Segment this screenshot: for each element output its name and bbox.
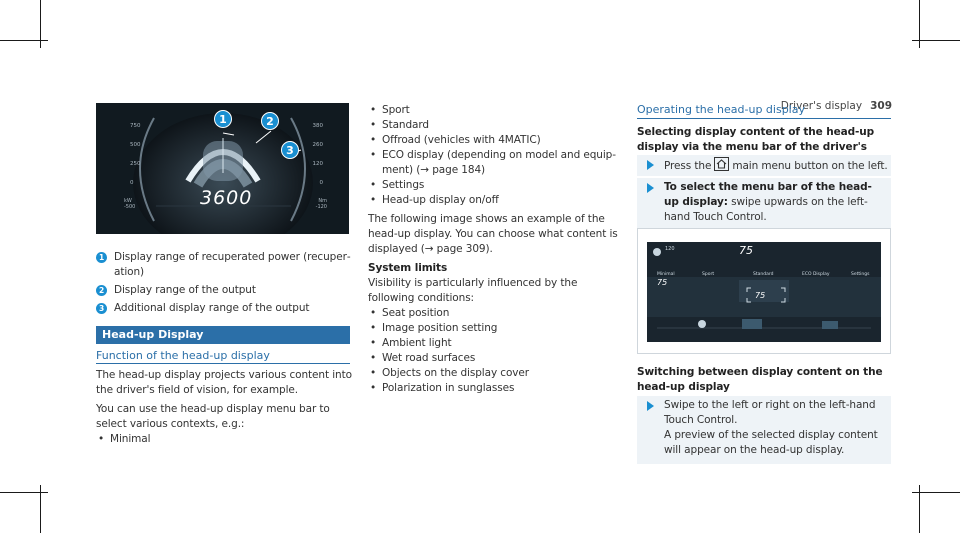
list-item: • Head-up display on/off [368, 193, 626, 208]
step-arrow-icon [647, 401, 654, 411]
middle-column [368, 103, 626, 396]
right-unit-block [316, 198, 327, 210]
left-scale [130, 117, 141, 193]
right-scale [313, 117, 324, 193]
step-swipe [637, 396, 891, 464]
hud-left-speed: 75 [657, 278, 668, 287]
callout-1: 1 [214, 110, 232, 128]
subsection-rule [96, 363, 350, 364]
crop-mark [0, 492, 48, 493]
caption-item [96, 250, 354, 280]
paragraph: The following image shows an example of the head-up display. You can choose what content is displayed (→ page 309). [368, 213, 618, 255]
hud-menu-settings: Settings [851, 272, 870, 277]
left-scale-tick: 250 [130, 161, 141, 167]
hud-center-speed: 75 [755, 291, 766, 300]
system-limits-title: System limits [368, 262, 448, 274]
step-arrow-icon [647, 183, 654, 193]
caption-text: Display range of the output [114, 284, 256, 296]
context-list [96, 432, 354, 447]
hud-figure [637, 228, 891, 354]
left-scale-tick: 0 [130, 180, 134, 186]
list-item: • ECO display (depending on model and equipment) (→ page 184) [368, 148, 626, 178]
list-item: • Image position setting [368, 321, 626, 336]
step-text: swipe upwards on the left-hand Touch Control. [664, 196, 868, 223]
right-scale-tick: 260 [312, 142, 323, 148]
right-unit: Nm [318, 198, 327, 204]
step-text: Swipe to the left or right on the left-hand Touch Control. [664, 399, 876, 426]
procedure-title: Selecting display content of the head-up display via the menu bar of the driver's [637, 126, 875, 153]
subsection-title: Function of the head-up display [96, 349, 270, 362]
hud-menu-standard: Standard [753, 272, 774, 277]
crop-mark [0, 40, 48, 41]
context-list-continued [368, 103, 626, 208]
hud-image [647, 242, 881, 342]
step-text: Press the [664, 160, 712, 172]
left-unit: kW [124, 198, 132, 204]
conditions-list [368, 306, 626, 396]
left-unit-block [124, 198, 135, 210]
home-icon [714, 157, 729, 171]
list-item: • Offroad (vehicles with 4MATIC) [368, 133, 626, 148]
hud-menu-minimal: Minimal [657, 272, 675, 277]
caption-number: 1 [96, 252, 107, 263]
list-item: • Ambient light [368, 336, 626, 351]
figure-captions [96, 250, 354, 319]
procedure-title: Switching between display content on the head-up display [637, 366, 883, 393]
step-press-home [637, 155, 891, 176]
caption-number: 3 [96, 303, 107, 314]
right-scale-tick: 380 [312, 123, 323, 129]
list-item: • Seat position [368, 306, 626, 321]
list-item: • Minimal [96, 432, 354, 447]
right-scale-tick: 0 [319, 180, 323, 186]
page-number: 309 [870, 100, 892, 112]
list-item: • Polarization in sunglasses [368, 381, 626, 396]
step-arrow-icon [647, 160, 654, 170]
step-result: A preview of the selected display content will appear on the head-up display. [664, 429, 878, 456]
step-label: To select the menu bar of the head-up display: [664, 181, 872, 208]
caption-item [96, 283, 354, 298]
callout-3: 3 [281, 141, 299, 159]
left-scale-tick: 500 [130, 142, 141, 148]
paragraph: The head-up display projects various content into the driver's field of vision, for example. [96, 369, 352, 396]
list-item: • Wet road surfaces [368, 351, 626, 366]
list-item: • Objects on the display cover [368, 366, 626, 381]
list-item: • Standard [368, 118, 626, 133]
left-scale-tick: -500 [124, 204, 136, 210]
step-select-menu-bar [637, 178, 891, 229]
hud-menu-sport: Sport [702, 272, 715, 277]
section-rule [637, 118, 891, 119]
list-item: • Sport [368, 103, 626, 118]
paragraph: You can use the head-up display menu bar to select various contexts, e.g.: [96, 403, 330, 430]
section-title-bar: Head-up Display [96, 326, 350, 344]
paragraph: Visibility is particularly influenced by the following conditions: [368, 277, 578, 304]
hud-speed: 75 [739, 244, 753, 257]
list-item: • Settings [368, 178, 626, 193]
cluster-image [96, 103, 349, 234]
caption-number: 2 [96, 285, 107, 296]
rpm-readout: 3600 [200, 187, 253, 209]
right-scale-tick: -120 [315, 204, 327, 210]
hud-top-left-value: 120 [665, 246, 675, 252]
left-scale-tick: 750 [130, 123, 141, 129]
crop-mark [912, 492, 960, 493]
caption-item [96, 301, 354, 316]
step-text: main menu button on the left. [732, 160, 888, 172]
hud-menu-eco: ECO Display [802, 272, 830, 277]
caption-text: Display range of recuperated power (recuperation) [114, 251, 351, 278]
right-scale-tick: 120 [312, 161, 323, 167]
callout-2: 2 [261, 112, 279, 130]
caption-text: Additional display range of the output [114, 302, 310, 314]
operating-section-title: Operating the head-up display [637, 103, 805, 116]
header-section: Driver's display [780, 100, 863, 112]
crop-mark [912, 40, 960, 41]
left-body [96, 368, 354, 447]
